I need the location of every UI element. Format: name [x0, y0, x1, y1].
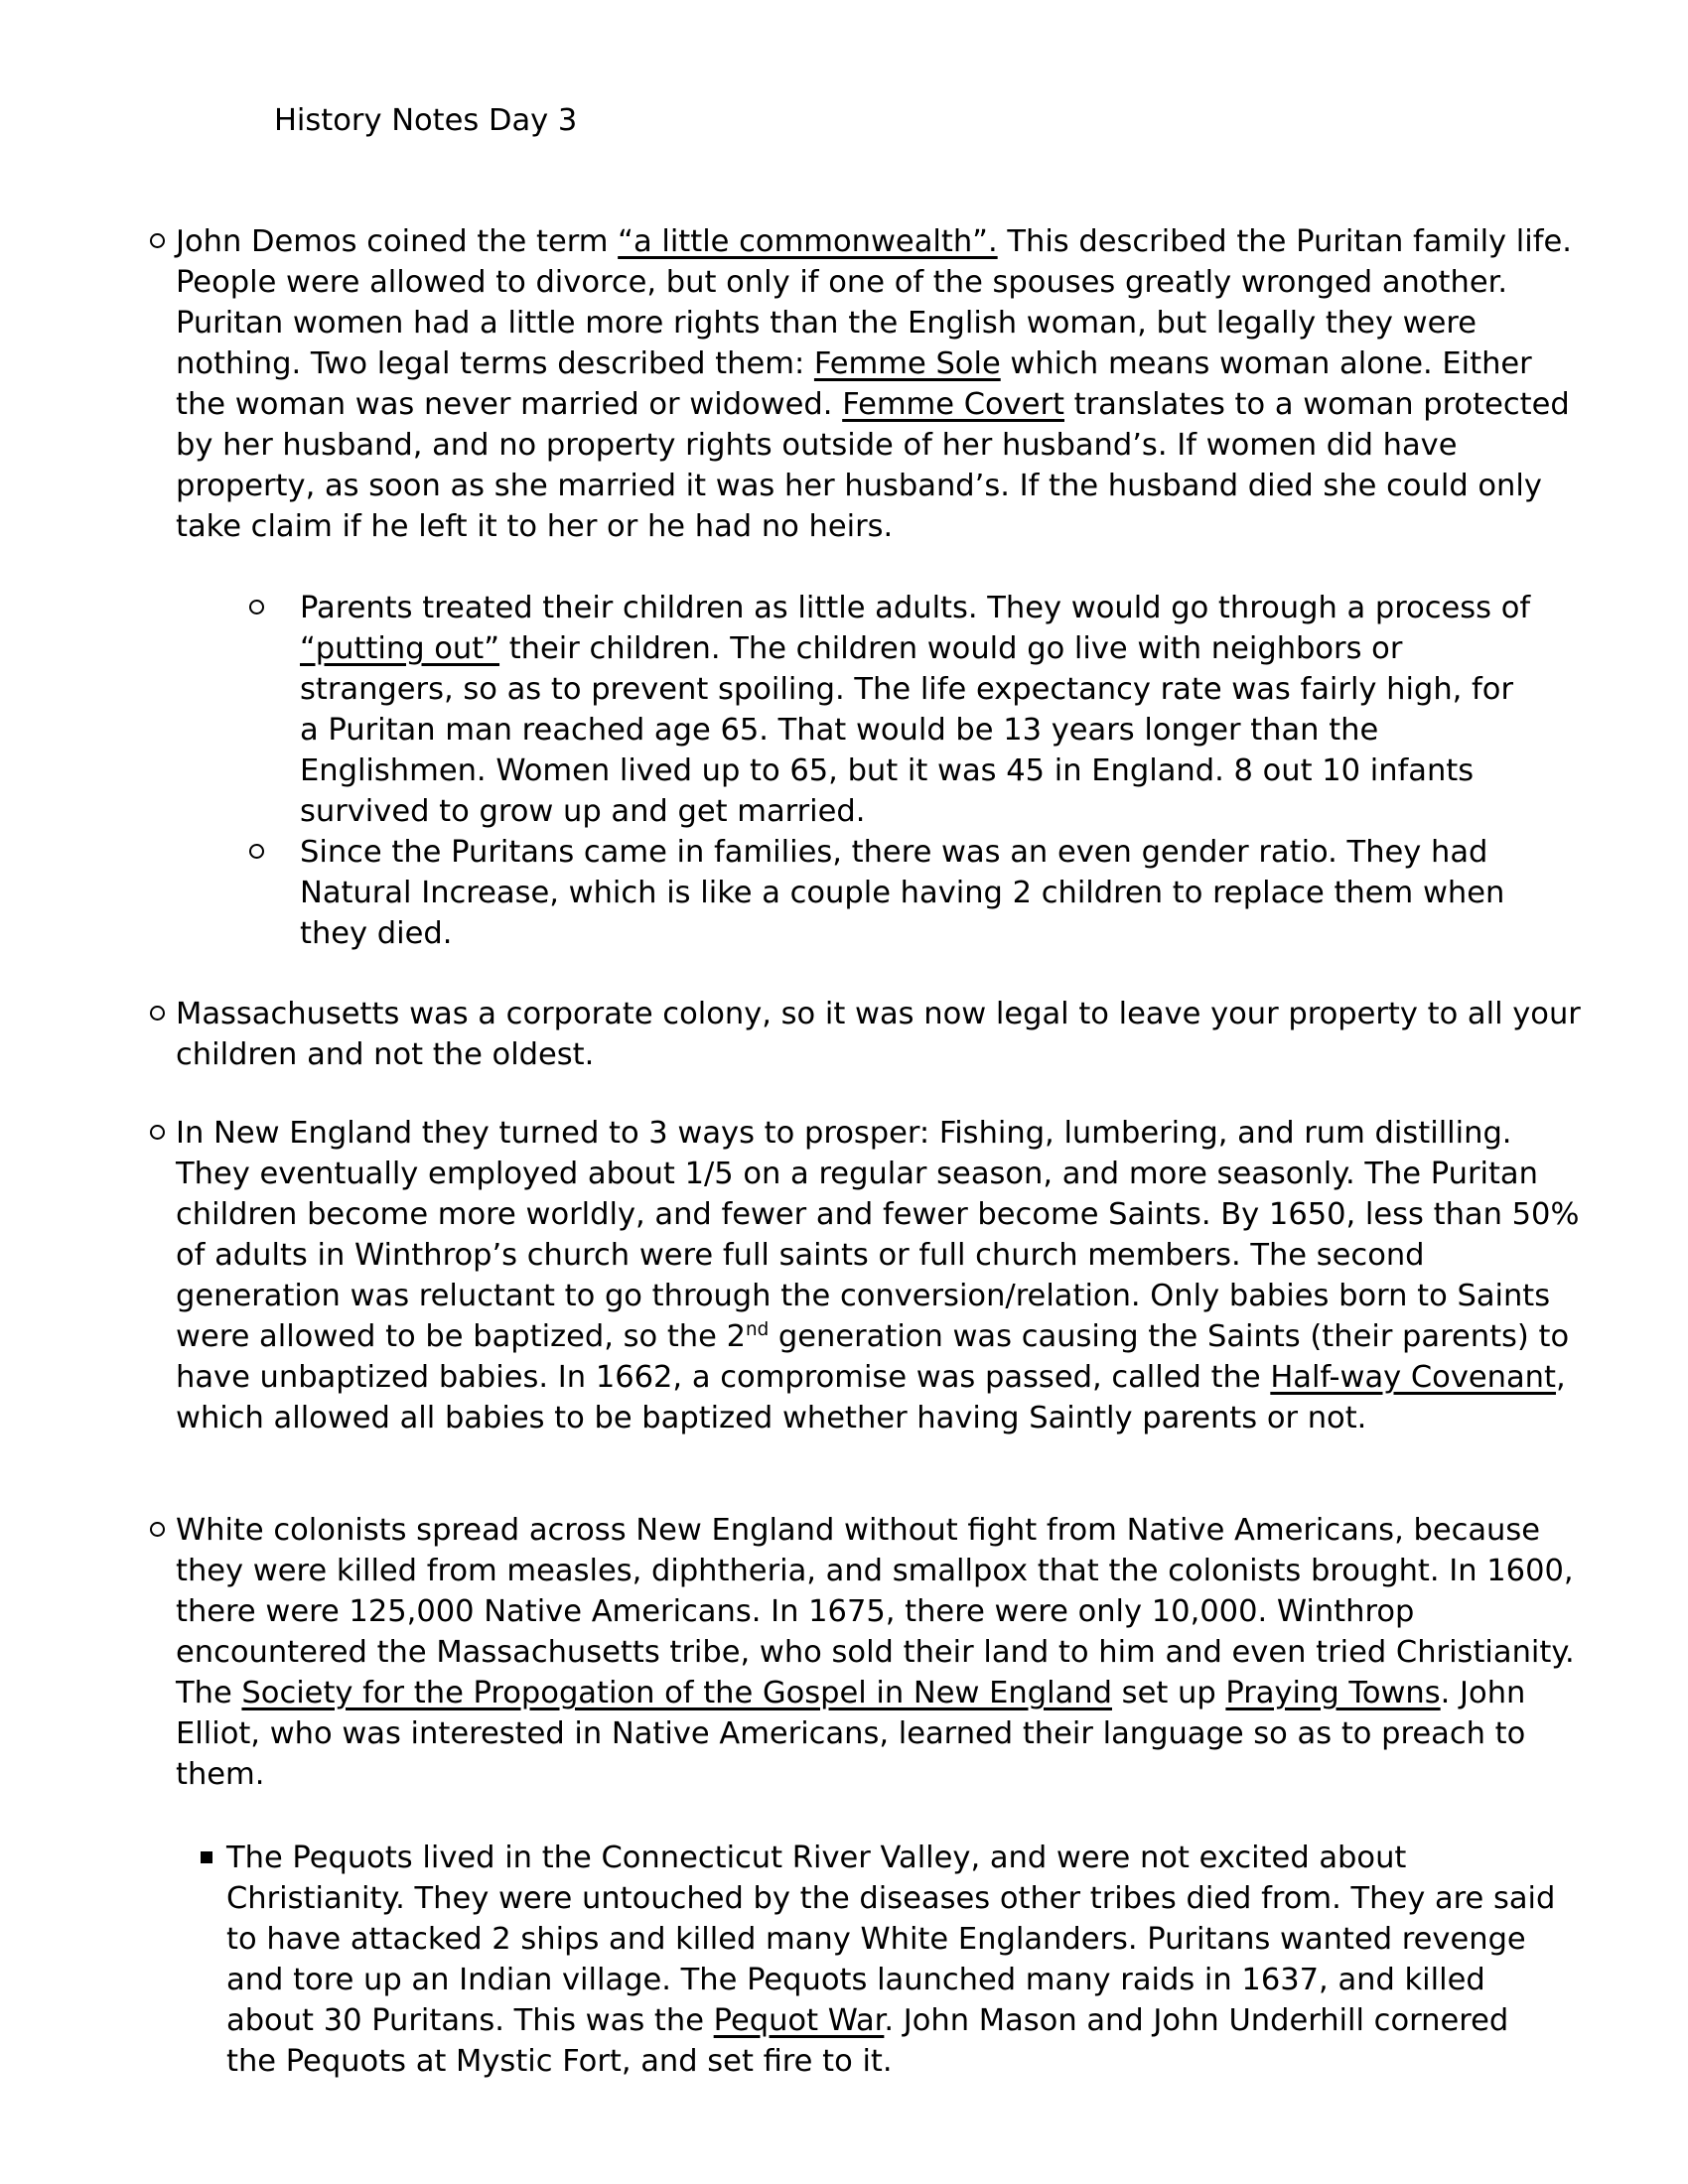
bullet-item: [176, 221, 1588, 547]
bullet-circle-icon: [150, 233, 165, 248]
text-run: In New England they turned to 3 ways to prosper: Fishing, lumbering, and rum distilling. They eventually employed about 1/5 on a regular season, and more seasonly. The Puritan children become more worldly, and fewer and fewer become Saints. By 1650, less than 50% of adults in Winthrop’s church were full saints or full church members. The second generation was reluctant to go through the conversion/relation. Only babies born to Saints were allowed to be baptized, so the 2: [176, 1116, 1580, 1354]
bullet-text: [176, 997, 1581, 1072]
text-run: . John Elliot, who was interested in Native Americans, learned their language so as to preach to them.: [176, 1676, 1526, 1792]
bullet-text: [300, 835, 1504, 951]
text-run: , which allowed all babies to be baptized whether having Saintly parents or not.: [176, 1360, 1566, 1435]
bullet-item: [226, 1838, 1557, 2082]
text-run: White colonists spread across New England without fight from Native Americans, because they were killed from measles, diphtheria, and smallpox that the colonists brought. In 1600, there were 125,000 Native Americans. In 1675, there were only 10,000. Winthrop encountered the Massachusetts tribe, who sold their land to him and even tried Christianity. The: [176, 1513, 1575, 1710]
underlined-term: Pequot War: [713, 2003, 885, 2038]
bullet-text: [176, 1513, 1575, 1792]
bullet-item: [300, 588, 1537, 832]
underlined-term: “putting out”: [300, 631, 500, 666]
text-run: Parents treated their children as little adults. They would go through a process of: [300, 591, 1531, 625]
bullet-circle-icon: [150, 1522, 165, 1537]
text-run: translates to a woman protected by her husband, and no property rights outside of her husband’s. If women did have property, as soon as she married it was her husband’s. If the husband died she could only take claim if he left it to her or he had no heirs.: [176, 387, 1570, 544]
text-run: their children. The children would go live with neighbors or strangers, so as to prevent spoiling. The life expectancy rate was fairly high, for a Puritan man reached age 65. That would be 13 years longer than the Englishmen. Women lived up to 65, but it was 45 in England. 8 out 10 infants survived to grow up and get married.: [300, 631, 1513, 829]
bullet-circle-icon: [249, 600, 264, 614]
underlined-term: Femme Covert: [842, 387, 1064, 422]
bullet-item: [176, 1510, 1588, 1795]
text-run: set up: [1111, 1676, 1226, 1710]
bullet-item: [176, 994, 1588, 1075]
text-run: generation was causing the Saints (their parents) to have unbaptized babies. In 1662, a compromise was passed, called the: [176, 1319, 1570, 1395]
text-run: . John Mason and John Underhill cornered the Pequots at Mystic Fort, and set fire to it.: [226, 2003, 1509, 2079]
underlined-term: Femme Sole: [813, 346, 1001, 381]
bullet-text: [176, 224, 1572, 544]
text-run: Massachusetts was a corporate colony, so it was now legal to leave your property to all your children and not the oldest.: [176, 997, 1581, 1072]
bullet-circle-icon: [249, 844, 264, 859]
text-run: which means woman alone. Either the woman was never married or widowed.: [176, 346, 1532, 422]
text-run: The Pequots lived in the Connecticut River Valley, and were not excited about Christianity. They were untouched by the diseases other tribes died from. They are said to have attacked 2 ships and killed many White Englanders. Puritans wanted revenge and tore up an Indian village. The Pequots launched many raids in 1637, and killed about 30 Puritans. This was the: [226, 1841, 1556, 2038]
underlined-term: Society for the Propogation of the Gospel in New England: [241, 1676, 1112, 1710]
bullet-circle-icon: [150, 1006, 165, 1021]
text-run: John Demos coined the term: [176, 224, 619, 259]
bullet-item: [300, 832, 1537, 954]
bullet-text: [176, 1116, 1579, 1435]
text-run: This described the Puritan family life. People were allowed to divorce, but only if one of the spouses greatly wronged another. Puritan women had a little more rights than the English woman, but legally they were nothing. Two legal terms described them:: [176, 224, 1572, 381]
underlined-term: Praying Towns: [1225, 1676, 1441, 1710]
bullet-square-icon: [201, 1851, 212, 1863]
bullet-circle-icon: [150, 1125, 165, 1140]
superscript-text: nd: [746, 1318, 770, 1340]
page-title: History Notes Day 3: [274, 103, 578, 138]
bullet-text: [300, 591, 1530, 829]
underlined-term: “a little commonwealth”.: [618, 224, 998, 259]
text-run: Since the Puritans came in families, there was an even gender ratio. They had Natural Increase, which is like a couple having 2 children to replace them when they died.: [300, 835, 1505, 951]
bullet-text: [226, 1841, 1555, 2079]
underlined-term: Half-way Covenant: [1270, 1360, 1556, 1395]
bullet-item: [176, 1113, 1588, 1438]
